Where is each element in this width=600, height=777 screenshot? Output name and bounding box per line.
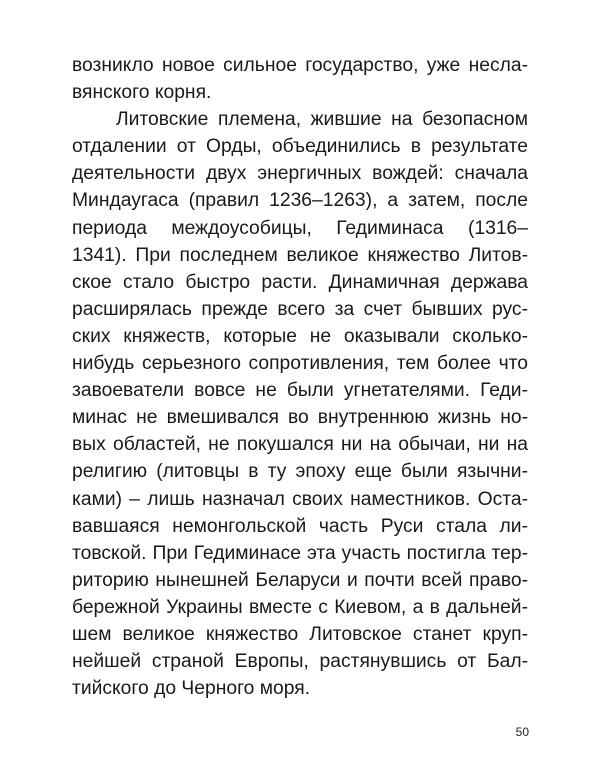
text-line: вянского корня.	[72, 82, 212, 104]
text-line: товской. При Гедиминасе эта участь постигла тер-	[72, 542, 528, 564]
text-line: нейшей страной Европы, растянувшись от Бал-	[72, 651, 528, 673]
text-line: вавшаяся немонгольской часть Руси стала ли-	[72, 515, 528, 537]
text-line: деятельности двух энергичных вождей: сначала	[72, 163, 528, 185]
text-line: возникло новое сильное государство, уже несла-	[72, 55, 528, 76]
text-line: тийского до Черного моря.	[72, 678, 311, 700]
text-line: религию (литовцы в ту эпоху еще были язычни-	[72, 461, 528, 483]
text-line: ское стало быстро расти. Динамичная держава	[72, 271, 528, 293]
text-line: шем великое княжество Литовское станет круп-	[72, 623, 528, 645]
text-line: расширялась прежде всего за счет бывших рус-	[72, 298, 528, 320]
text-line: ками) – лишь назначал своих наместников. Оста-	[72, 488, 528, 510]
text-line: 1341). При последнем великое княжество Литов-	[72, 244, 528, 266]
text-line: завоеватели вовсе не были угнетателями. Геди-	[72, 380, 528, 402]
text-line: нибудь серьезного сопротивления, тем более что	[72, 353, 528, 375]
text-line: минас не вмешивался во внутреннюю жизнь но-	[72, 407, 528, 429]
text-line: отдалении от Орды, объединились в результате	[72, 136, 528, 158]
page-number: 50	[515, 725, 529, 739]
text-line: Литовские племена, жившие на безопасном	[116, 109, 528, 131]
text-line: риторию нынешней Беларуси и почти всей право-	[72, 569, 528, 591]
text-line: Миндаугаса (правил 1236–1263), а затем, после	[72, 190, 528, 212]
text-line: периода междоусобицы, Гедиминаса (1316–	[72, 217, 528, 239]
paragraph-1	[72, 52, 528, 106]
text-line: бережной Украины вместе с Киевом, а в дальней-	[72, 596, 528, 618]
body-text	[72, 52, 528, 702]
text-line: ских княжеств, которые не оказывали сколько-	[72, 325, 528, 347]
text-line: вых областей, не покушался ни на обычаи, ни на	[72, 434, 528, 456]
paragraph-2	[72, 106, 528, 702]
